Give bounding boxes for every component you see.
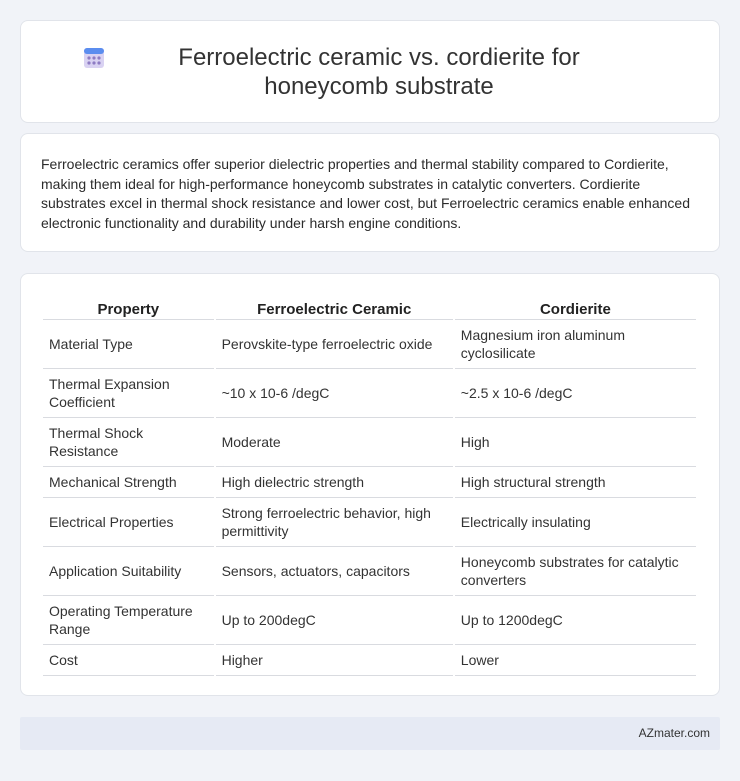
row-ferroelectric: Sensors, actuators, capacitors (216, 547, 453, 596)
row-ferroelectric: Up to 200degC (216, 596, 453, 645)
row-property: Material Type (43, 320, 214, 369)
title-card (20, 20, 720, 123)
row-ferroelectric: Strong ferroelectric behavior, high permittivity (216, 498, 453, 547)
row-cordierite: Magnesium iron aluminum cyclosilicate (455, 320, 696, 369)
row-property: Cost (43, 645, 214, 676)
header-property: Property (43, 295, 214, 320)
calculator-icon (83, 47, 105, 69)
page-title-wrap (21, 43, 719, 101)
row-property: Thermal Expansion Coefficient (43, 369, 214, 418)
summary-text: Ferroelectric ceramics offer superior dielectric properties and thermal stability compared to Cordierite, making them ideal for high-performance honeycomb substrates in catalytic converters. Cordierite substrates excel in thermal shock resistance and lower cost, but Ferroelectric ceramics enable enhanced electronic functionality and durability under harsh engine conditions. (41, 156, 690, 231)
row-ferroelectric: Perovskite-type ferroelectric oxide (216, 320, 453, 369)
comparison-table (41, 295, 698, 676)
summary-card (20, 133, 720, 252)
row-ferroelectric: ~10 x 10-6 /degC (216, 369, 453, 418)
row-ferroelectric: High dielectric strength (216, 467, 453, 498)
table-row (43, 467, 696, 498)
row-property: Thermal Shock Resistance (43, 418, 214, 467)
row-cordierite: ~2.5 x 10-6 /degC (455, 369, 696, 418)
row-property: Mechanical Strength (43, 467, 214, 498)
table-header-row (43, 295, 696, 320)
table-row (43, 498, 696, 547)
footer-brand-link[interactable]: AZmater.com (638, 726, 710, 740)
header-ferroelectric: Ferroelectric Ceramic (216, 295, 453, 320)
row-cordierite: High (455, 418, 696, 467)
row-property: Application Suitability (43, 547, 214, 596)
footer-bar (20, 717, 720, 750)
row-property: Electrical Properties (43, 498, 214, 547)
row-ferroelectric: Higher (216, 645, 453, 676)
table-row (43, 369, 696, 418)
row-cordierite: Electrically insulating (455, 498, 696, 547)
table-row (43, 320, 696, 369)
row-property: Operating Temperature Range (43, 596, 214, 645)
table-row (43, 547, 696, 596)
row-cordierite: Lower (455, 645, 696, 676)
table-row (43, 418, 696, 467)
row-cordierite: Honeycomb substrates for catalytic converters (455, 547, 696, 596)
row-ferroelectric: Moderate (216, 418, 453, 467)
page-title: Ferroelectric ceramic vs. cordierite for honeycomb substrate (178, 44, 580, 100)
header-cordierite: Cordierite (455, 295, 696, 320)
row-cordierite: High structural strength (455, 467, 696, 498)
comparison-card (20, 273, 720, 696)
table-row (43, 645, 696, 676)
row-cordierite: Up to 1200degC (455, 596, 696, 645)
table-row (43, 596, 696, 645)
